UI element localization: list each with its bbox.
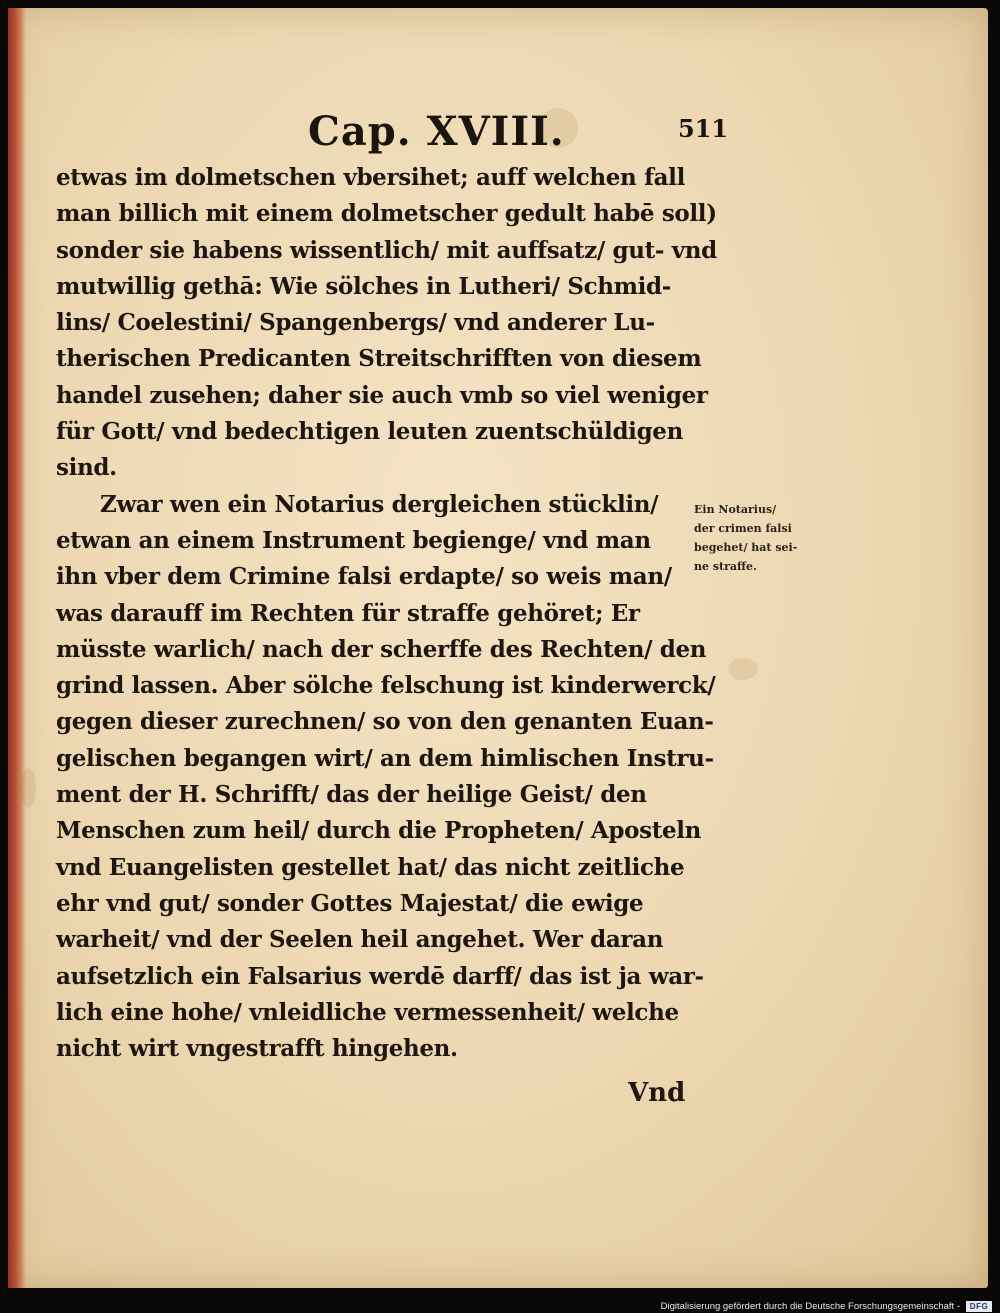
text-line: müsste warlich/ nach der scherffe des Rechten/ den	[56, 635, 707, 663]
text-line: etwan an einem Instrument begienge/ vnd man	[56, 526, 651, 554]
text-line: handel zusehen; daher sie auch vmb so viel weniger	[56, 381, 708, 409]
marginal-note-line: ne straffe.	[694, 560, 757, 573]
text-line: grind lassen. Aber sölche felschung ist kinderwerck/	[56, 672, 716, 700]
paper-sheet	[8, 8, 988, 1288]
text-line: vnd Euangelisten gestellet hat/ das nicht zeitliche	[56, 853, 685, 881]
text-line: gegen dieser zurechnen/ so von den genanten Euan-	[56, 708, 714, 736]
body-text	[56, 160, 717, 1067]
dfg-logo: DFG	[966, 1301, 992, 1312]
text-line: Menschen zum heil/ durch die Propheten/ Aposteln	[56, 817, 702, 845]
text-line: lich eine hohe/ vnleidliche vermessenheit/ welche	[56, 998, 679, 1026]
marginal-note-line: Ein Notarius/	[694, 503, 777, 516]
text-line: warheit/ vnd der Seelen heil angehet. Wer daran	[56, 926, 664, 954]
text-line: nicht wirt vngestrafft hingehen.	[56, 1035, 458, 1063]
paper-stain	[20, 768, 36, 808]
paper-stain	[728, 658, 758, 680]
page-number: 511	[678, 114, 729, 143]
text-line: aufsetzlich ein Falsarius werdē darff/ das ist ja war-	[56, 962, 704, 990]
footer-bar	[0, 1300, 1000, 1313]
text-line: man billich mit einem dolmetscher gedult habē soll)	[56, 200, 717, 228]
marginal-note-line: begehet/ hat sei-	[694, 541, 798, 554]
text-line: ihn vber dem Crimine falsi erdapte/ so weis man/	[56, 563, 672, 591]
text-line: sind.	[56, 454, 117, 482]
chapter-title: Cap. XVIII.	[308, 108, 565, 155]
text-line: was darauff im Rechten für straffe gehöret; Er	[56, 599, 640, 627]
text-line: für Gott/ vnd bedechtigen leuten zuentschüldigen	[56, 418, 683, 446]
text-line: ment der H. Schrifft/ das der heilige Geist/ den	[56, 781, 647, 809]
marginal-note-line: der crimen falsi	[694, 522, 792, 535]
text-line: therischen Predicanten Streitschrifften von diesem	[56, 345, 702, 373]
text-line: etwas im dolmetschen vbersihet; auff welchen fall	[56, 164, 685, 191]
catchword: Vnd	[628, 1078, 686, 1108]
binding-edge	[8, 8, 26, 1288]
text-line: ehr vnd gut/ sonder Gottes Majestat/ die ewige	[56, 889, 644, 917]
text-line: lins/ Coelestini/ Spangenbergs/ vnd anderer Lu-	[56, 309, 655, 337]
text-line: mutwillig gethā: Wie sölches in Lutheri/ Schmid-	[56, 272, 671, 300]
digitization-credit: Digitalisierung gefördert durch die Deutsche Forschungsgemeinschaft -	[660, 1301, 960, 1312]
text-line: gelischen begangen wirt/ an dem himlischen Instru-	[56, 744, 714, 772]
text-line: sonder sie habens wissentlich/ mit auffsatz/ gut- vnd	[56, 236, 717, 264]
marginal-note	[694, 500, 834, 576]
paragraph-start-line: Zwar wen ein Notarius dergleichen stücklin/	[100, 490, 659, 518]
